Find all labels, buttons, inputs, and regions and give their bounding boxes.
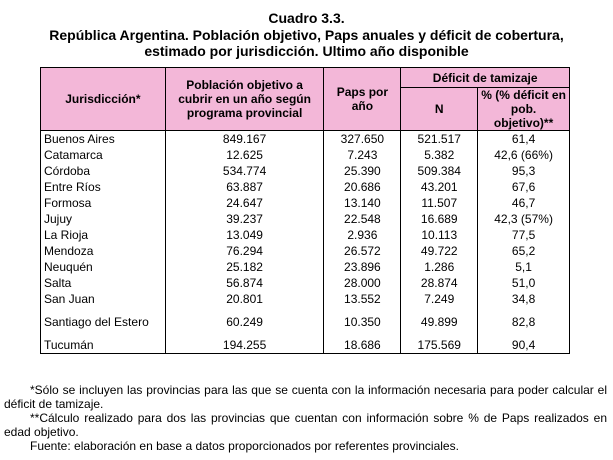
- cell-poblacion: 12.625: [165, 147, 324, 163]
- cell-deficit-n: 5.382: [401, 147, 478, 163]
- cell-paps: 22.548: [324, 211, 401, 227]
- cell-poblacion: 60.249: [165, 307, 324, 337]
- cell-deficit-n: 7.249: [401, 291, 478, 307]
- cell-deficit-pct: 61,4: [478, 131, 570, 148]
- header-deficit-n: N: [401, 88, 478, 131]
- footnote-1: *Sólo se incluyen las provincias para las que se cuenta con la información necesaria para poder calcular el déficit de tamizaje.: [4, 383, 607, 411]
- source-note: Fuente: elaboración en base a datos proporcionados por referentes provinciales.: [30, 439, 459, 453]
- table-row: [41, 275, 570, 291]
- table-row: [41, 179, 570, 195]
- table-title-line1: República Argentina. Población objetivo, Paps anuales y déficit de cobertura,: [49, 27, 564, 43]
- cell-paps: 10.350: [324, 307, 401, 337]
- cell-deficit-pct: 51,0: [478, 275, 570, 291]
- cell-jurisdiccion: Entre Ríos: [41, 179, 166, 195]
- cell-jurisdiccion: Santiago del Estero: [41, 307, 166, 337]
- cell-poblacion: 24.647: [165, 195, 324, 211]
- table-row: [41, 227, 570, 243]
- cell-paps: 28.000: [324, 275, 401, 291]
- cell-poblacion: 63.887: [165, 179, 324, 195]
- cell-paps: 23.896: [324, 259, 401, 275]
- cell-poblacion: 194.255: [165, 337, 324, 354]
- cell-jurisdiccion: Catamarca: [41, 147, 166, 163]
- cell-jurisdiccion: Jujuy: [41, 211, 166, 227]
- cell-deficit-n: 509.384: [401, 163, 478, 179]
- table-row: [41, 291, 570, 307]
- cell-jurisdiccion: Neuquén: [41, 259, 166, 275]
- cell-deficit-pct: 5,1: [478, 259, 570, 275]
- cell-poblacion: 76.294: [165, 243, 324, 259]
- cell-deficit-pct: 46,7: [478, 195, 570, 211]
- table-row: [41, 211, 570, 227]
- header-paps: Paps por año: [324, 68, 401, 131]
- cell-poblacion: 39.237: [165, 211, 324, 227]
- header-deficit-pct: % (% déficit en pob. objetivo)**: [478, 88, 570, 131]
- cell-deficit-pct: 90,4: [478, 337, 570, 354]
- header-deficit-group: Déficit de tamizaje: [401, 68, 570, 88]
- cell-deficit-pct: 65,2: [478, 243, 570, 259]
- footnotes: [4, 383, 607, 453]
- cell-deficit-n: 11.507: [401, 195, 478, 211]
- table-row: [41, 337, 570, 354]
- table-title-line2: estimado por jurisdicción. Ultimo año disponible: [144, 43, 469, 59]
- cell-paps: 25.390: [324, 163, 401, 179]
- cell-poblacion: 25.182: [165, 259, 324, 275]
- header-jurisdiccion: Jurisdicción*: [41, 68, 166, 131]
- cell-deficit-n: 521.517: [401, 131, 478, 148]
- cell-paps: 2.936: [324, 227, 401, 243]
- cell-deficit-pct: 77,5: [478, 227, 570, 243]
- cell-poblacion: 56.874: [165, 275, 324, 291]
- cell-deficit-n: 49.899: [401, 307, 478, 337]
- footnote-2: **Cálculo realizado para dos las provincias que cuentan con información sobre % de Paps realizados en edad objetivo.: [4, 411, 607, 439]
- cell-paps: 20.686: [324, 179, 401, 195]
- cell-jurisdiccion: Córdoba: [41, 163, 166, 179]
- cell-poblacion: 20.801: [165, 291, 324, 307]
- cell-deficit-pct: 67,6: [478, 179, 570, 195]
- table-row: [41, 243, 570, 259]
- cell-deficit-n: 49.722: [401, 243, 478, 259]
- cell-deficit-n: 175.569: [401, 337, 478, 354]
- cell-poblacion: 13.049: [165, 227, 324, 243]
- cell-jurisdiccion: Formosa: [41, 195, 166, 211]
- cell-poblacion: 534.774: [165, 163, 324, 179]
- cell-deficit-pct: 95,3: [478, 163, 570, 179]
- cell-paps: 26.572: [324, 243, 401, 259]
- table-number: Cuadro 3.3.: [268, 10, 345, 26]
- cell-jurisdiccion: Salta: [41, 275, 166, 291]
- table-row: [41, 163, 570, 179]
- cell-jurisdiccion: La Rioja: [41, 227, 166, 243]
- data-table: [40, 67, 570, 354]
- cell-jurisdiccion: San Juan: [41, 291, 166, 307]
- cell-jurisdiccion: Buenos Aires: [41, 131, 166, 148]
- table-row: [41, 131, 570, 148]
- cell-deficit-pct: 34,8: [478, 291, 570, 307]
- header-poblacion: Población objetivo a cubrir en un año según programa provincial: [165, 68, 324, 131]
- table-row: [41, 147, 570, 163]
- cell-paps: 327.650: [324, 131, 401, 148]
- cell-deficit-n: 10.113: [401, 227, 478, 243]
- cell-jurisdiccion: Mendoza: [41, 243, 166, 259]
- table-row: [41, 259, 570, 275]
- cell-paps: 13.140: [324, 195, 401, 211]
- cell-deficit-n: 16.689: [401, 211, 478, 227]
- cell-deficit-pct: 42,3 (57%): [478, 211, 570, 227]
- cell-deficit-pct: 82,8: [478, 307, 570, 337]
- cell-deficit-n: 28.874: [401, 275, 478, 291]
- cell-poblacion: 849.167: [165, 131, 324, 148]
- table-row: [41, 307, 570, 337]
- cell-deficit-n: 43.201: [401, 179, 478, 195]
- table-row: [41, 195, 570, 211]
- cell-paps: 18.686: [324, 337, 401, 354]
- cell-jurisdiccion: Tucumán: [41, 337, 166, 354]
- cell-deficit-pct: 42,6 (66%): [478, 147, 570, 163]
- cell-deficit-n: 1.286: [401, 259, 478, 275]
- cell-paps: 7.243: [324, 147, 401, 163]
- cell-paps: 13.552: [324, 291, 401, 307]
